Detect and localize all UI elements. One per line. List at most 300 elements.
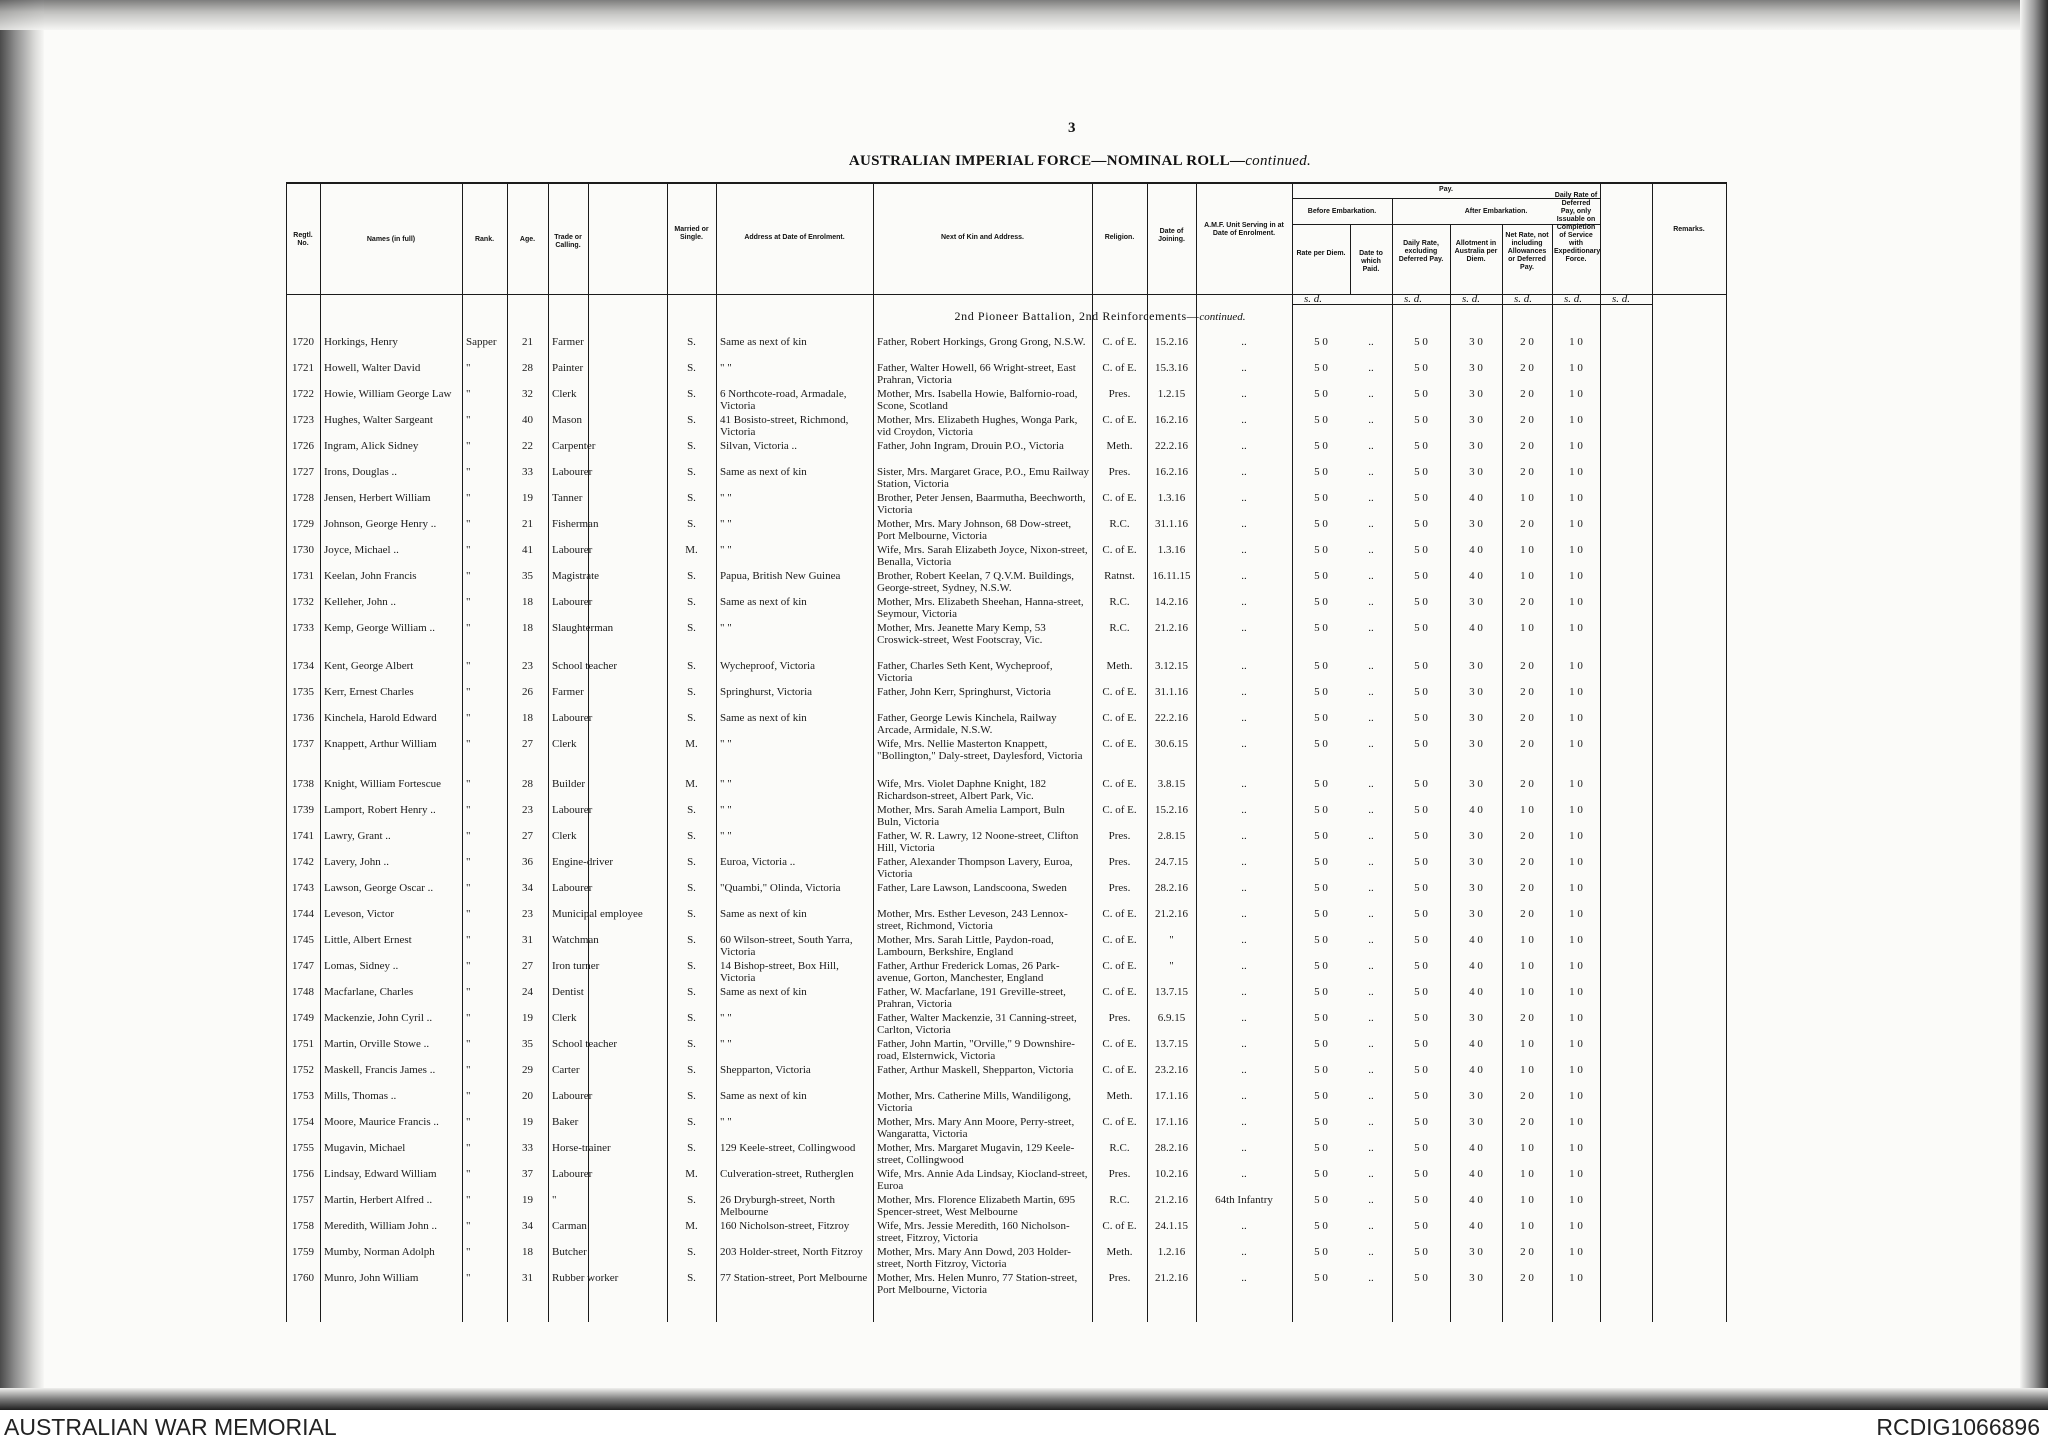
cell-ms: S. bbox=[687, 1038, 696, 1050]
cell-addr: 77 Station-street, Port Melbourne bbox=[720, 1272, 868, 1284]
cell-paid: .. bbox=[1368, 934, 1374, 946]
cell-def: 1 0 bbox=[1569, 1220, 1583, 1232]
cell-rate: 5 0 bbox=[1314, 596, 1328, 608]
cell-unit: .. bbox=[1241, 1038, 1247, 1050]
cell-ms: S. bbox=[687, 960, 696, 972]
cell-unit: .. bbox=[1241, 362, 1247, 374]
cell-unit: .. bbox=[1241, 336, 1247, 348]
cell-rel: R.C. bbox=[1109, 1194, 1130, 1206]
cell-paid: .. bbox=[1368, 1038, 1374, 1050]
cell-net: 2 0 bbox=[1520, 1272, 1534, 1284]
header-trade: Trade or Calling. bbox=[554, 234, 582, 249]
cell-daily: 5 0 bbox=[1414, 1246, 1428, 1258]
cell-rank: " bbox=[466, 960, 471, 972]
cell-addr: " " bbox=[720, 830, 732, 842]
cell-no: 1733 bbox=[292, 622, 314, 634]
cell-trade: Fisherman bbox=[552, 518, 599, 530]
cell-unit: .. bbox=[1241, 934, 1247, 946]
header-before-embarkation: Before Embarkation. bbox=[1307, 208, 1377, 215]
cell-age: 28 bbox=[522, 362, 533, 374]
cell-rate: 5 0 bbox=[1314, 336, 1328, 348]
cell-def: 1 0 bbox=[1569, 1246, 1583, 1258]
cell-addr: Springhurst, Victoria bbox=[720, 686, 813, 698]
cell-rel: C. of E. bbox=[1102, 986, 1137, 998]
cell-name: Ingram, Alick Sidney bbox=[324, 440, 419, 452]
cell-rate: 5 0 bbox=[1314, 908, 1328, 920]
cell-paid: .. bbox=[1368, 414, 1374, 426]
cell-rank: " bbox=[466, 1090, 471, 1102]
cell-daily: 5 0 bbox=[1414, 336, 1428, 348]
cell-kin: Father, Arthur Frederick Lomas, 26 Park-avenue, Gorton, Manchester, England bbox=[877, 960, 1060, 984]
cell-rel: Pres. bbox=[1108, 1012, 1131, 1024]
cell-net: 1 0 bbox=[1520, 804, 1534, 816]
cell-addr: Papua, British New Guinea bbox=[720, 570, 841, 582]
cell-def: 1 0 bbox=[1569, 882, 1583, 894]
cell-trade: Labourer bbox=[552, 596, 593, 608]
cell-kin: Wife, Mrs. Nellie Masterton Knappett, "Bollington," Daly-street, Daylesford, Victoria bbox=[877, 738, 1083, 762]
sd-marker: s. d. bbox=[1462, 293, 1481, 305]
cell-ms: S. bbox=[687, 1272, 696, 1284]
cell-addr: " " bbox=[720, 738, 732, 750]
cell-daily: 5 0 bbox=[1414, 544, 1428, 556]
cell-ms: S. bbox=[687, 1142, 696, 1154]
cell-kin: Mother, Mrs. Isabella Howie, Balfornio-road, Scone, Scotland bbox=[877, 388, 1078, 412]
cell-rank: " bbox=[466, 622, 471, 634]
cell-trade: Baker bbox=[552, 1116, 579, 1128]
cell-rate: 5 0 bbox=[1314, 856, 1328, 868]
cell-rate: 5 0 bbox=[1314, 622, 1328, 634]
cell-addr: Shepparton, Victoria bbox=[720, 1064, 811, 1076]
cell-allot: 3 0 bbox=[1469, 856, 1483, 868]
cell-rel: Pres. bbox=[1108, 388, 1131, 400]
cell-addr: Euroa, Victoria .. bbox=[720, 856, 796, 868]
cell-name: Johnson, George Henry .. bbox=[324, 518, 437, 530]
cell-date: 21.2.16 bbox=[1155, 1272, 1188, 1284]
cell-daily: 5 0 bbox=[1414, 934, 1428, 946]
cell-date: 31.1.16 bbox=[1155, 686, 1188, 698]
cell-paid: .. bbox=[1368, 960, 1374, 972]
cell-no: 1743 bbox=[292, 882, 314, 894]
cell-date: 13.7.15 bbox=[1155, 986, 1188, 998]
cell-rate: 5 0 bbox=[1314, 544, 1328, 556]
cell-trade: Dentist bbox=[552, 986, 584, 998]
title-suffix: continued. bbox=[1245, 153, 1312, 169]
cell-kin: Father, Robert Horkings, Grong Grong, N.S.W. bbox=[877, 336, 1086, 348]
cell-def: 1 0 bbox=[1569, 1142, 1583, 1154]
cell-def: 1 0 bbox=[1569, 856, 1583, 868]
cell-addr: " " bbox=[720, 804, 732, 816]
cell-rel: C. of E. bbox=[1102, 1064, 1137, 1076]
cell-paid: .. bbox=[1368, 362, 1374, 374]
column-rule bbox=[1600, 182, 1601, 1322]
cell-ms: M. bbox=[685, 1220, 698, 1232]
column-rule bbox=[1552, 224, 1553, 1322]
sd-marker: s. d. bbox=[1564, 293, 1583, 305]
cell-name: Little, Albert Ernest bbox=[324, 934, 412, 946]
cell-ms: S. bbox=[687, 414, 696, 426]
cell-age: 35 bbox=[522, 1038, 533, 1050]
cell-net: 2 0 bbox=[1520, 466, 1534, 478]
cell-paid: .. bbox=[1368, 882, 1374, 894]
cell-addr: Wycheproof, Victoria bbox=[720, 660, 815, 672]
cell-addr: 129 Keele-street, Collingwood bbox=[720, 1142, 856, 1154]
cell-age: 37 bbox=[522, 1168, 533, 1180]
cell-paid: .. bbox=[1368, 1142, 1374, 1154]
cell-no: 1760 bbox=[292, 1272, 314, 1284]
cell-allot: 3 0 bbox=[1469, 414, 1483, 426]
cell-paid: .. bbox=[1368, 712, 1374, 724]
cell-allot: 4 0 bbox=[1469, 622, 1483, 634]
cell-allot: 3 0 bbox=[1469, 336, 1483, 348]
cell-addr: 160 Nicholson-street, Fitzroy bbox=[720, 1220, 850, 1232]
cell-kin: Brother, Robert Keelan, 7 Q.V.M. Buildings, George-street, Sydney, N.S.W. bbox=[877, 570, 1075, 594]
cell-daily: 5 0 bbox=[1414, 1064, 1428, 1076]
archive-footer bbox=[0, 1410, 2048, 1444]
scan-shadow-bottom bbox=[0, 1388, 2048, 1410]
cell-def: 1 0 bbox=[1569, 414, 1583, 426]
cell-def: 1 0 bbox=[1569, 570, 1583, 582]
column-rule bbox=[873, 182, 874, 1322]
cell-trade: Farmer bbox=[552, 336, 584, 348]
scan-shadow-left bbox=[0, 0, 44, 1410]
cell-def: 1 0 bbox=[1569, 712, 1583, 724]
cell-rank: " bbox=[466, 1194, 471, 1206]
header-pay: Pay. bbox=[1439, 186, 1453, 193]
cell-paid: .. bbox=[1368, 544, 1374, 556]
cell-allot: 3 0 bbox=[1469, 712, 1483, 724]
cell-rank: " bbox=[466, 830, 471, 842]
table-header-rule bbox=[286, 294, 1726, 295]
cell-net: 2 0 bbox=[1520, 882, 1534, 894]
cell-no: 1756 bbox=[292, 1168, 314, 1180]
cell-net: 1 0 bbox=[1520, 622, 1534, 634]
cell-age: 34 bbox=[522, 882, 533, 894]
cell-rank: " bbox=[466, 1168, 471, 1180]
cell-ms: S. bbox=[687, 712, 696, 724]
cell-kin: Mother, Mrs. Elizabeth Sheehan, Hanna-street, Seymour, Victoria bbox=[877, 596, 1084, 620]
cell-net: 1 0 bbox=[1520, 1168, 1534, 1180]
cell-ms: S. bbox=[687, 934, 696, 946]
cell-def: 1 0 bbox=[1569, 466, 1583, 478]
cell-net: 2 0 bbox=[1520, 1116, 1534, 1128]
cell-unit: .. bbox=[1241, 1272, 1247, 1284]
cell-trade: Labourer bbox=[552, 466, 593, 478]
cell-rate: 5 0 bbox=[1314, 986, 1328, 998]
scan-shadow-top bbox=[0, 0, 2048, 30]
cell-date: 16.11.15 bbox=[1152, 570, 1191, 582]
cell-allot: 3 0 bbox=[1469, 686, 1483, 698]
cell-def: 1 0 bbox=[1569, 388, 1583, 400]
cell-rate: 5 0 bbox=[1314, 518, 1328, 530]
cell-ms: S. bbox=[687, 466, 696, 478]
cell-trade: Carman bbox=[552, 1220, 587, 1232]
cell-ms: M. bbox=[685, 1168, 698, 1180]
cell-daily: 5 0 bbox=[1414, 1168, 1428, 1180]
cell-trade: Labourer bbox=[552, 712, 593, 724]
cell-ms: S. bbox=[687, 518, 696, 530]
cell-rank: Sapper bbox=[466, 336, 497, 348]
cell-paid: .. bbox=[1368, 856, 1374, 868]
cell-def: 1 0 bbox=[1569, 336, 1583, 348]
cell-date: 3.12.15 bbox=[1155, 660, 1188, 672]
cell-paid: .. bbox=[1368, 518, 1374, 530]
header-remarks: Remarks. bbox=[1673, 226, 1705, 233]
cell-unit: .. bbox=[1241, 1012, 1247, 1024]
cell-rank: " bbox=[466, 1142, 471, 1154]
cell-rel: R.C. bbox=[1109, 1142, 1130, 1154]
cell-no: 1731 bbox=[292, 570, 314, 582]
cell-addr: " " bbox=[720, 1012, 732, 1024]
cell-allot: 4 0 bbox=[1469, 1220, 1483, 1232]
cell-ms: S. bbox=[687, 660, 696, 672]
cell-age: 23 bbox=[522, 908, 533, 920]
cell-ms: S. bbox=[687, 830, 696, 842]
cell-unit: .. bbox=[1241, 518, 1247, 530]
cell-kin: Brother, Peter Jensen, Baarmutha, Beechworth, Victoria bbox=[877, 492, 1086, 516]
cell-date: 3.8.15 bbox=[1157, 778, 1186, 790]
cell-rate: 5 0 bbox=[1314, 466, 1328, 478]
cell-trade: Magistrate bbox=[552, 570, 600, 582]
cell-addr: Silvan, Victoria .. bbox=[720, 440, 798, 452]
cell-no: 1735 bbox=[292, 686, 314, 698]
cell-rate: 5 0 bbox=[1314, 960, 1328, 972]
cell-kin: Mother, Mrs. Helen Munro, 77 Station-street, Port Melbourne, Victoria bbox=[877, 1272, 1078, 1296]
cell-age: 35 bbox=[522, 570, 533, 582]
cell-date: 10.2.16 bbox=[1155, 1168, 1188, 1180]
cell-rel: C. of E. bbox=[1102, 492, 1137, 504]
cell-rate: 5 0 bbox=[1314, 830, 1328, 842]
cell-name: Meredith, William John .. bbox=[324, 1220, 438, 1232]
cell-no: 1738 bbox=[292, 778, 314, 790]
cell-age: 28 bbox=[522, 778, 533, 790]
page-title bbox=[820, 153, 1340, 170]
cell-net: 2 0 bbox=[1520, 686, 1534, 698]
cell-rel: R.C. bbox=[1109, 518, 1130, 530]
cell-ms: S. bbox=[687, 388, 696, 400]
cell-rate: 5 0 bbox=[1314, 388, 1328, 400]
cell-rate: 5 0 bbox=[1314, 1064, 1328, 1076]
cell-kin: Mother, Mrs. Catherine Mills, Wandiligong, Victoria bbox=[877, 1090, 1072, 1114]
cell-ms: S. bbox=[687, 1064, 696, 1076]
cell-trade: Slaughterman bbox=[552, 622, 614, 634]
cell-daily: 5 0 bbox=[1414, 518, 1428, 530]
cell-name: Keelan, John Francis bbox=[324, 570, 417, 582]
cell-kin: Father, John Ingram, Drouin P.O., Victoria bbox=[877, 440, 1064, 452]
cell-def: 1 0 bbox=[1569, 1090, 1583, 1102]
cell-name: Hughes, Walter Sargeant bbox=[324, 414, 433, 426]
cell-age: 20 bbox=[522, 1090, 533, 1102]
cell-allot: 4 0 bbox=[1469, 1064, 1483, 1076]
cell-date: 22.2.16 bbox=[1155, 440, 1188, 452]
cell-daily: 5 0 bbox=[1414, 440, 1428, 452]
cell-kin: Wife, Mrs. Annie Ada Lindsay, Kiocland-street, Euroa bbox=[877, 1168, 1088, 1192]
cell-allot: 4 0 bbox=[1469, 986, 1483, 998]
cell-rank: " bbox=[466, 882, 471, 894]
cell-name: Kerr, Ernest Charles bbox=[324, 686, 414, 698]
column-rule bbox=[1502, 224, 1503, 1322]
cell-name: Kent, George Albert bbox=[324, 660, 414, 672]
cell-allot: 4 0 bbox=[1469, 934, 1483, 946]
cell-def: 1 0 bbox=[1569, 1168, 1583, 1180]
cell-no: 1730 bbox=[292, 544, 314, 556]
cell-daily: 5 0 bbox=[1414, 570, 1428, 582]
cell-unit: .. bbox=[1241, 440, 1247, 452]
cell-age: 26 bbox=[522, 686, 533, 698]
cell-age: 41 bbox=[522, 544, 533, 556]
column-rule bbox=[1450, 224, 1451, 1322]
cell-net: 1 0 bbox=[1520, 986, 1534, 998]
cell-age: 31 bbox=[522, 934, 533, 946]
cell-kin: Mother, Mrs. Jeanette Mary Kemp, 53 Croswick-street, West Footscray, Vic. bbox=[877, 622, 1046, 646]
cell-rank: " bbox=[466, 660, 471, 672]
cell-age: 33 bbox=[522, 1142, 533, 1154]
cell-age: 23 bbox=[522, 660, 533, 672]
cell-kin: Mother, Mrs. Mary Johnson, 68 Dow-street, Port Melbourne, Victoria bbox=[877, 518, 1072, 542]
cell-no: 1752 bbox=[292, 1064, 314, 1076]
cell-rate: 5 0 bbox=[1314, 1246, 1328, 1258]
cell-allot: 3 0 bbox=[1469, 362, 1483, 374]
cell-date: 15.2.16 bbox=[1155, 336, 1188, 348]
cell-rate: 5 0 bbox=[1314, 1012, 1328, 1024]
cell-trade: Labourer bbox=[552, 544, 593, 556]
cell-net: 2 0 bbox=[1520, 440, 1534, 452]
cell-name: Martin, Herbert Alfred .. bbox=[324, 1194, 433, 1206]
cell-rank: " bbox=[466, 570, 471, 582]
page-number: 3 bbox=[1068, 120, 1076, 136]
cell-rel: Ratnst. bbox=[1104, 570, 1135, 582]
cell-paid: .. bbox=[1368, 440, 1374, 452]
cell-rate: 5 0 bbox=[1314, 570, 1328, 582]
cell-rank: " bbox=[466, 1038, 471, 1050]
cell-net: 1 0 bbox=[1520, 934, 1534, 946]
cell-date: 28.2.16 bbox=[1155, 1142, 1188, 1154]
cell-ms: S. bbox=[687, 570, 696, 582]
cell-kin: Mother, Mrs. Florence Elizabeth Martin, 695 Spencer-street, West Melbourne bbox=[877, 1194, 1076, 1218]
cell-rate: 5 0 bbox=[1314, 804, 1328, 816]
cell-ms: S. bbox=[687, 1012, 696, 1024]
cell-no: 1744 bbox=[292, 908, 314, 920]
cell-name: Kinchela, Harold Edward bbox=[324, 712, 437, 724]
cell-unit: .. bbox=[1241, 492, 1247, 504]
cell-name: Lawson, George Oscar .. bbox=[324, 882, 434, 894]
cell-name: Joyce, Michael .. bbox=[324, 544, 399, 556]
cell-trade: School teacher bbox=[552, 1038, 618, 1050]
cell-paid: .. bbox=[1368, 1220, 1374, 1232]
cell-no: 1723 bbox=[292, 414, 314, 426]
column-rule bbox=[667, 182, 668, 1322]
header-religion: Religion. bbox=[1104, 234, 1135, 241]
table-top-rule bbox=[286, 182, 1726, 184]
cell-rate: 5 0 bbox=[1314, 362, 1328, 374]
cell-no: 1729 bbox=[292, 518, 314, 530]
cell-unit: .. bbox=[1241, 712, 1247, 724]
cell-net: 1 0 bbox=[1520, 544, 1534, 556]
cell-addr: " " bbox=[720, 492, 732, 504]
cell-rel: Pres. bbox=[1108, 1168, 1131, 1180]
cell-def: 1 0 bbox=[1569, 596, 1583, 608]
cell-allot: 4 0 bbox=[1469, 492, 1483, 504]
cell-def: 1 0 bbox=[1569, 1038, 1583, 1050]
header-deferred: Daily Rate of Deferred Pay, only Issuable on Completion of Service with Expeditionary Force. bbox=[1554, 192, 1601, 263]
cell-paid: .. bbox=[1368, 908, 1374, 920]
cell-ms: S. bbox=[687, 336, 696, 348]
cell-ms: S. bbox=[687, 1116, 696, 1128]
cell-paid: .. bbox=[1368, 336, 1374, 348]
cell-date: 1.3.16 bbox=[1157, 492, 1186, 504]
cell-no: 1755 bbox=[292, 1142, 314, 1154]
cell-unit: .. bbox=[1241, 660, 1247, 672]
cell-rel: Meth. bbox=[1106, 660, 1133, 672]
cell-allot: 3 0 bbox=[1469, 1090, 1483, 1102]
cell-net: 2 0 bbox=[1520, 336, 1534, 348]
cell-addr: 26 Dryburgh-street, North Melbourne bbox=[720, 1194, 835, 1218]
cell-ms: M. bbox=[685, 544, 698, 556]
cell-age: 27 bbox=[522, 830, 533, 842]
cell-net: 1 0 bbox=[1520, 1142, 1534, 1154]
column-rule bbox=[1147, 182, 1148, 1322]
cell-addr: Same as next of kin bbox=[720, 466, 807, 478]
cell-name: Munro, John William bbox=[324, 1272, 419, 1284]
cell-rank: " bbox=[466, 738, 471, 750]
header-rate-per-diem: Rate per Diem. bbox=[1296, 250, 1346, 257]
cell-rate: 5 0 bbox=[1314, 1272, 1328, 1284]
cell-no: 1748 bbox=[292, 986, 314, 998]
cell-age: 19 bbox=[522, 1012, 533, 1024]
cell-name: Knight, William Fortescue bbox=[324, 778, 441, 790]
cell-net: 1 0 bbox=[1520, 1220, 1534, 1232]
column-rule bbox=[1196, 182, 1197, 1322]
cell-trade: Mason bbox=[552, 414, 582, 426]
cell-rel: C. of E. bbox=[1102, 362, 1137, 374]
cell-no: 1745 bbox=[292, 934, 314, 946]
cell-kin: Father, John Martin, "Orville," 9 Downshire-road, Elsternwick, Victoria bbox=[877, 1038, 1075, 1062]
cell-kin: Mother, Mrs. Elizabeth Hughes, Wonga Park, vid Croydon, Victoria bbox=[877, 414, 1078, 438]
header-after-embarkation: After Embarkation. bbox=[1464, 208, 1528, 215]
cell-paid: .. bbox=[1368, 1064, 1374, 1076]
cell-unit: .. bbox=[1241, 466, 1247, 478]
cell-age: 40 bbox=[522, 414, 533, 426]
cell-allot: 4 0 bbox=[1469, 544, 1483, 556]
cell-addr: Same as next of kin bbox=[720, 336, 807, 348]
cell-name: Mumby, Norman Adolph bbox=[324, 1246, 435, 1258]
cell-allot: 4 0 bbox=[1469, 1142, 1483, 1154]
column-rule bbox=[548, 182, 549, 1322]
cell-trade: Carpenter bbox=[552, 440, 596, 452]
cell-paid: .. bbox=[1368, 596, 1374, 608]
cell-allot: 3 0 bbox=[1469, 596, 1483, 608]
cell-rank: " bbox=[466, 388, 471, 400]
cell-net: 1 0 bbox=[1520, 960, 1534, 972]
cell-addr: Same as next of kin bbox=[720, 986, 807, 998]
column-rule bbox=[320, 182, 321, 1322]
cell-paid: .. bbox=[1368, 804, 1374, 816]
cell-rel: C. of E. bbox=[1102, 934, 1137, 946]
cell-addr: 60 Wilson-street, South Yarra, Victoria bbox=[720, 934, 853, 958]
cell-allot: 4 0 bbox=[1469, 804, 1483, 816]
cell-ms: S. bbox=[687, 492, 696, 504]
column-rule bbox=[462, 182, 463, 1322]
cell-rank: " bbox=[466, 518, 471, 530]
cell-no: 1728 bbox=[292, 492, 314, 504]
cell-allot: 3 0 bbox=[1469, 1116, 1483, 1128]
cell-date: " bbox=[1169, 934, 1174, 946]
cell-trade: Clerk bbox=[552, 830, 577, 842]
sd-marker: s. d. bbox=[1304, 293, 1323, 305]
header-age: Age. bbox=[519, 236, 536, 243]
cell-daily: 5 0 bbox=[1414, 492, 1428, 504]
cell-date: 21.2.16 bbox=[1155, 1194, 1188, 1206]
cell-unit: .. bbox=[1241, 570, 1247, 582]
